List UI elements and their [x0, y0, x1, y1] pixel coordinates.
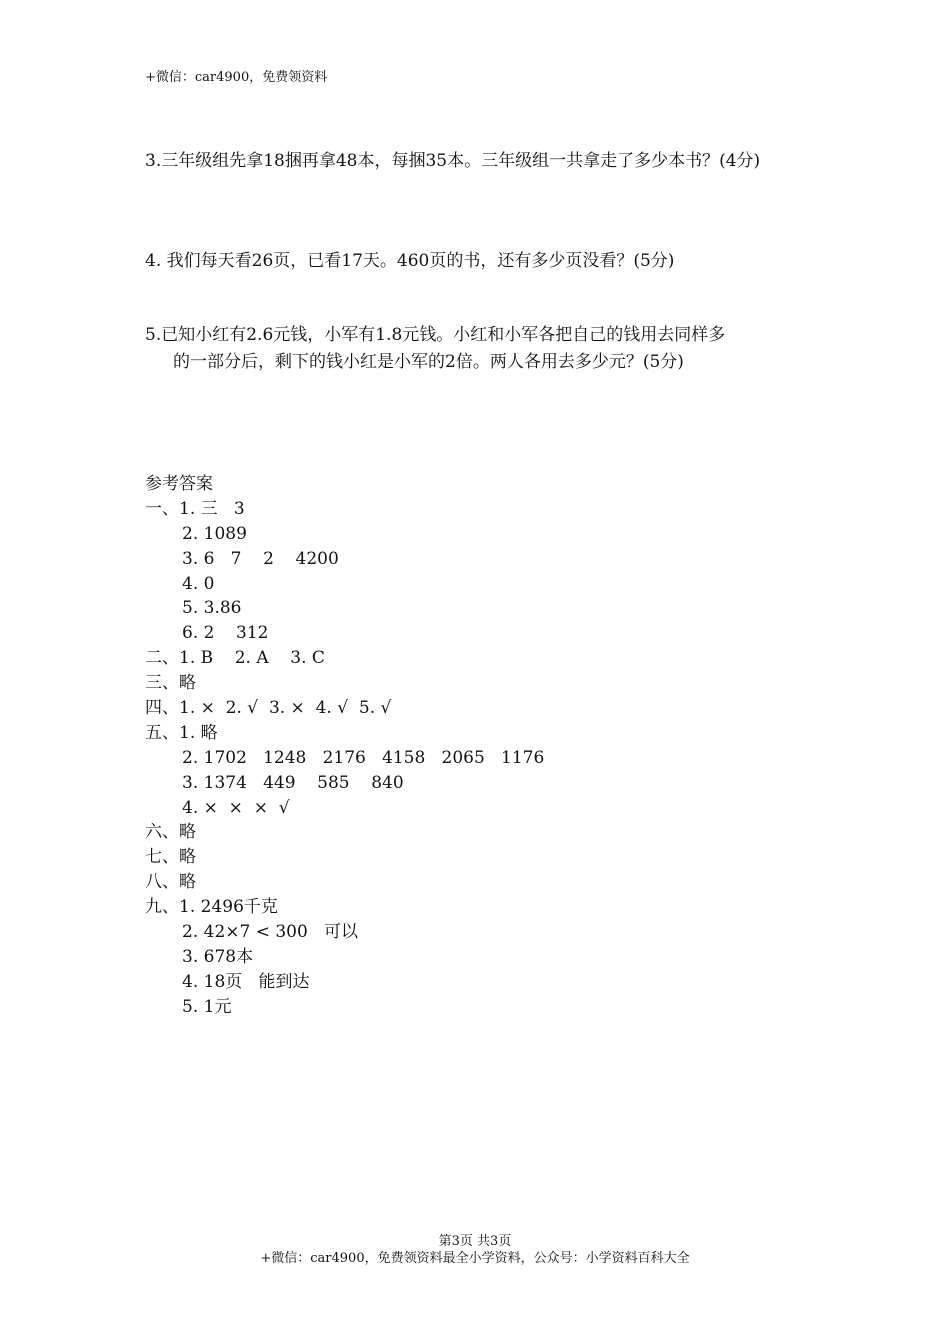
- answer-row: 九、1. 2496千克: [145, 897, 278, 918]
- answer-row: 二、1. B 2. A 3. C: [145, 648, 325, 669]
- question-5-line-2: 的一部分后，剩下的钱小红是小军的2倍。两人各用去多少元？(5分): [173, 352, 684, 372]
- answer-row: 3. 1374 449 585 840: [182, 772, 404, 793]
- answer-row: 三、略: [145, 673, 196, 694]
- answer-row: 2. 42×7 < 300 可以: [182, 922, 359, 943]
- answer-row: 4. × × × √: [182, 797, 290, 818]
- answer-row: 六、略: [145, 822, 196, 843]
- question-4: 4. 我们每天看26页，已看17天。460页的书，还有多少页没看？(5分): [145, 251, 675, 271]
- answer-row: 5. 3.86: [182, 598, 242, 619]
- answer-row: 5. 1元: [182, 996, 232, 1017]
- answer-row: 4. 0: [182, 573, 215, 594]
- answer-row: 4. 18页 能到达: [182, 971, 310, 992]
- question-5-line-1: 5.已知小红有2.6元钱，小军有1.8元钱。小红和小军各把自己的钱用去同样多: [145, 325, 726, 345]
- answer-row: 2. 1702 1248 2176 4158 2065 1176: [182, 747, 545, 768]
- page-header-note: +微信：car4900，免费领资料: [145, 70, 328, 85]
- answer-row: 2. 1089: [182, 523, 247, 544]
- answer-key: [145, 472, 544, 1020]
- answer-row: 6. 2 312: [182, 623, 269, 644]
- footer-note: +微信：car4900，免费领资料最全小学资料，公众号：小学资料百科大全: [260, 1251, 690, 1266]
- answer-row: 四、1. × 2. √ 3. × 4. √ 5. √: [145, 698, 392, 719]
- answer-row: 七、略: [145, 847, 196, 868]
- answer-row: 一、1. 三 3: [145, 498, 245, 519]
- page-number: 第3页 共3页: [438, 1234, 512, 1249]
- answer-row: 五、1. 略: [145, 722, 218, 743]
- answer-key-title: 参考答案: [145, 474, 213, 494]
- question-5: [145, 322, 815, 376]
- answer-row: 3. 6 7 2 4200: [182, 548, 339, 569]
- question-3: 3.三年级组先拿18捆再拿48本，每捆35本。三年级组一共拿走了多少本书？(4分): [145, 151, 761, 171]
- answer-row: 八、略: [145, 872, 196, 893]
- answer-row: 3. 678本: [182, 946, 254, 967]
